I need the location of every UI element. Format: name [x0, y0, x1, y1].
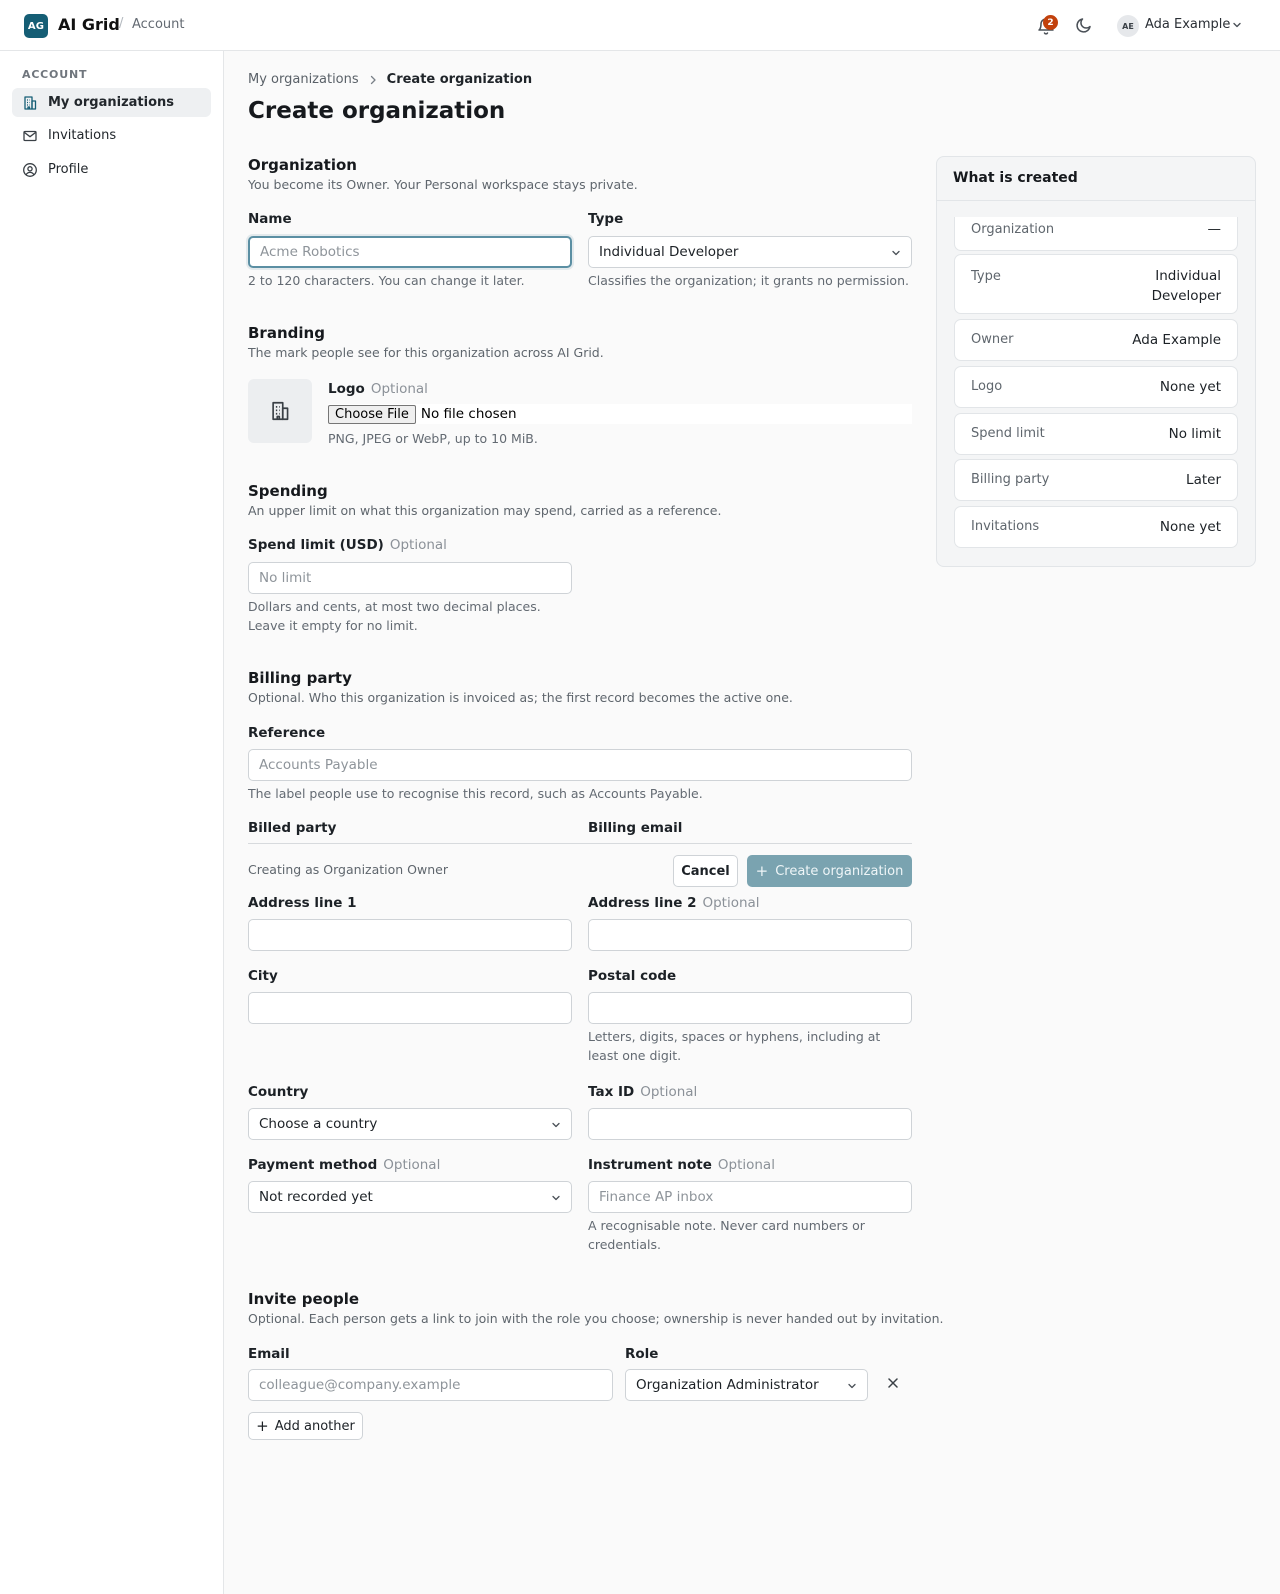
header-separator: /	[119, 16, 124, 31]
spending-section-title: Spending	[248, 482, 328, 500]
logo-preview	[248, 379, 312, 443]
name-label: Name	[248, 211, 292, 227]
breadcrumb-parent-link[interactable]: My organizations	[248, 72, 359, 87]
close-icon[interactable]	[886, 1376, 900, 1390]
form-action-bar	[248, 847, 912, 891]
building-icon	[269, 400, 291, 422]
sidebar-section-label: ACCOUNT	[22, 68, 88, 81]
summary-key: Logo	[971, 379, 1003, 394]
invite-email-label: Email	[248, 1346, 290, 1362]
cancel-button[interactable]: Cancel	[673, 855, 738, 887]
summary-row	[954, 319, 1238, 361]
country-select[interactable]	[248, 1108, 572, 1140]
spend-limit-label	[248, 537, 447, 553]
organization-section-description: You become its Owner. Your Personal workspace stays private.	[248, 177, 638, 192]
sidebar	[0, 51, 224, 1594]
sidebar-item-label: Profile	[48, 162, 89, 177]
instrument-note-label-text: Instrument note	[588, 1157, 712, 1173]
city-input[interactable]	[248, 992, 572, 1024]
invite-role-select-value: Organization Administrator	[636, 1377, 819, 1393]
payment-method-label	[248, 1157, 440, 1173]
billing-section-title: Billing party	[248, 669, 352, 687]
summary-key: Invitations	[971, 519, 1040, 534]
address2-input[interactable]	[588, 919, 912, 951]
instrument-note-label	[588, 1157, 775, 1173]
reference-hint: The label people use to recognise this record, such as Accounts Payable.	[248, 786, 703, 801]
summary-value: Later	[1186, 472, 1221, 488]
address1-label: Address line 1	[248, 895, 357, 911]
summary-value: Ada Example	[1132, 332, 1221, 348]
divider	[248, 843, 912, 844]
create-organization-button[interactable]	[747, 855, 912, 887]
chevron-down-icon	[891, 248, 901, 258]
create-organization-label: Create organization	[775, 863, 904, 879]
notification-badge: 2	[1043, 15, 1058, 30]
tax-id-label	[588, 1084, 697, 1100]
summary-value: None yet	[1159, 379, 1221, 395]
user-menu-name[interactable]: Ada Example	[1145, 17, 1231, 32]
app-name[interactable]: AI Grid	[58, 15, 120, 34]
logo-label	[328, 381, 428, 397]
name-input[interactable]	[248, 236, 572, 268]
summary-row	[954, 459, 1238, 501]
mail-icon	[22, 128, 38, 144]
sidebar-item-label: Invitations	[48, 128, 117, 143]
postal-code-input[interactable]	[588, 992, 912, 1024]
tax-id-label-text: Tax ID	[588, 1084, 635, 1100]
add-another-button[interactable]	[248, 1412, 363, 1440]
country-select-value: Choose a country	[259, 1116, 378, 1132]
invite-section-title: Invite people	[248, 1290, 360, 1308]
type-select-value: Individual Developer	[599, 244, 739, 260]
choose-file-button[interactable]: Choose File	[328, 405, 416, 424]
summary-title: What is created	[937, 157, 1255, 201]
chevron-down-icon	[847, 1381, 857, 1391]
payment-method-label-text: Payment method	[248, 1157, 378, 1173]
billed-party-label: Billed party	[248, 820, 337, 836]
chevron-down-icon	[551, 1120, 561, 1130]
summary-value: Individual Developer	[1151, 268, 1221, 304]
plus-icon: +	[755, 862, 769, 880]
file-status: No file chosen	[420, 406, 517, 422]
spend-limit-input[interactable]	[248, 562, 572, 594]
header-section: Account	[132, 17, 185, 32]
postal-code-hint: Letters, digits, spaces or hyphens, including at least one digit.	[588, 1029, 881, 1063]
summary-row	[954, 217, 1238, 251]
summary-row	[954, 506, 1238, 548]
chevron-right-icon	[367, 74, 379, 86]
breadcrumb	[248, 72, 532, 87]
summary-key: Owner	[971, 332, 1014, 347]
plus-icon: +	[256, 1417, 269, 1435]
summary-key: Organization	[971, 222, 1055, 237]
payment-method-select-value: Not recorded yet	[259, 1189, 373, 1205]
summary-key: Type	[971, 269, 1001, 284]
address2-label-text: Address line 2	[588, 895, 697, 911]
spend-limit-hint: Dollars and cents, at most two decimal places. Leave it empty for no limit.	[248, 599, 541, 633]
summary-value: No limit	[1168, 426, 1221, 442]
branding-section-description: The mark people see for this organization across AI Grid.	[248, 345, 604, 360]
summary-value: None yet	[1159, 519, 1221, 535]
sidebar-item-my-organizations[interactable]	[12, 88, 211, 117]
logo-label-text: Logo	[328, 381, 365, 397]
reference-label: Reference	[248, 725, 326, 741]
billing-section-description: Optional. Who this organization is invoiced as; the first record becomes the active one.	[248, 690, 793, 705]
country-label: Country	[248, 1084, 309, 1100]
optional-tag: Optional	[717, 1157, 775, 1173]
logo-file-input[interactable]	[328, 404, 912, 424]
organization-section-title: Organization	[248, 156, 357, 174]
invite-role-label: Role	[625, 1346, 659, 1362]
spending-section-description: An upper limit on what this organization may spend, carried as a reference.	[248, 503, 722, 518]
optional-tag: Optional	[370, 381, 428, 397]
creating-as-text: Creating as Organization Owner	[248, 862, 448, 877]
optional-tag: Optional	[702, 895, 760, 911]
optional-tag: Optional	[389, 537, 447, 553]
breadcrumb-current: Create organization	[386, 72, 533, 87]
postal-code-label: Postal code	[588, 968, 677, 984]
summary-key: Spend limit	[971, 426, 1045, 441]
building-icon	[22, 95, 38, 111]
summary-value: —	[1207, 221, 1221, 237]
summary-row	[954, 254, 1238, 314]
invite-section-description: Optional. Each person gets a link to join with the role you choose; ownership is never handed out by invitation.	[248, 1311, 944, 1326]
summary-key: Billing party	[971, 472, 1050, 487]
sidebar-item-invitations[interactable]	[12, 121, 211, 150]
address2-label	[588, 895, 760, 911]
user-circle-icon	[22, 162, 38, 178]
app-logo[interactable]: AG	[24, 14, 48, 38]
type-select[interactable]	[588, 236, 912, 268]
invite-role-select[interactable]	[625, 1369, 868, 1401]
sidebar-item-profile[interactable]	[12, 155, 211, 184]
summary-row	[954, 413, 1238, 455]
invite-email-input[interactable]	[248, 1369, 613, 1401]
billing-email-label: Billing email	[588, 820, 683, 836]
instrument-note-input[interactable]	[588, 1181, 912, 1213]
city-label: City	[248, 968, 278, 984]
address1-input[interactable]	[248, 919, 572, 951]
type-label: Type	[588, 211, 624, 227]
optional-tag: Optional	[383, 1157, 441, 1173]
summary-row	[954, 366, 1238, 408]
type-hint: Classifies the organization; it grants no permission.	[588, 273, 909, 288]
chevron-down-icon[interactable]	[1232, 20, 1242, 30]
name-hint: 2 to 120 characters. You can change it later.	[248, 273, 525, 288]
moon-icon[interactable]	[1075, 16, 1093, 34]
logo-hint: PNG, JPEG or WebP, up to 10 MiB.	[328, 431, 538, 446]
avatar[interactable]: AE	[1117, 15, 1139, 37]
branding-section-title: Branding	[248, 324, 325, 342]
sidebar-item-label: My organizations	[48, 95, 175, 110]
instrument-note-hint: A recognisable note. Never card numbers or credentials.	[588, 1218, 865, 1252]
page-title: Create organization	[248, 98, 506, 124]
spend-limit-label-text: Spend limit (USD)	[248, 537, 384, 553]
payment-method-select[interactable]	[248, 1181, 572, 1213]
optional-tag: Optional	[640, 1084, 698, 1100]
summary-list	[954, 217, 1238, 557]
tax-id-input[interactable]	[588, 1108, 912, 1140]
summary-panel	[936, 156, 1256, 567]
top-bar	[0, 0, 1280, 51]
chevron-down-icon	[551, 1193, 561, 1203]
add-another-label: Add another	[274, 1418, 355, 1434]
reference-input[interactable]	[248, 749, 912, 781]
